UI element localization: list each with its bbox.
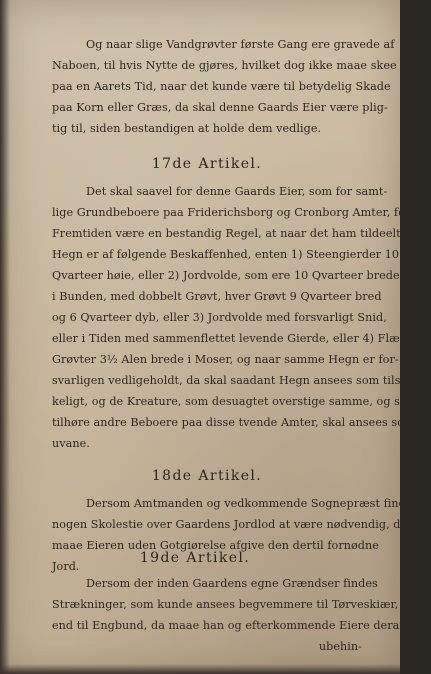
text-line: keligt, og de Kreature, som desuagtet overstige samme, og som	[52, 395, 418, 408]
text-line: end til Engbund, da maae han og efterkommende Eiere deraf	[52, 619, 404, 632]
text-line: eller i Tiden med sammenflettet levende Gierde, eller 4) Flæk-	[52, 332, 411, 345]
text-line: Hegn er af følgende Beskaffenhed, enten 1) Steengierder 10	[52, 248, 400, 261]
text-line: Jord.	[52, 560, 80, 573]
text-line: Dersom der inden Gaardens egne Grændser findes	[86, 577, 378, 590]
article-heading-19: 19de Artikel.	[139, 550, 251, 566]
page-left-shadow	[0, 0, 10, 674]
text-line: Fremtiden være en bestandig Regel, at naar det ham tildeelte	[52, 227, 408, 240]
text-line: lige Grundbeboere paa Friderichsborg og Cronborg Amter, for	[52, 206, 411, 219]
text-line: uvane.	[52, 437, 90, 450]
text-line: Dersom Amtmanden og vedkommende Sognepræst finder	[86, 497, 418, 510]
text-line: Det skal saavel for denne Gaards Eier, som for samt-	[86, 185, 388, 198]
text-line: maae Eieren uden Gotgiørelse afgive den dertil fornødne	[52, 539, 379, 552]
text-line: paa Korn eller Græs, da skal denne Gaards Eier være plig-	[52, 101, 388, 114]
article-heading-17: 17de Artikel.	[151, 156, 263, 172]
page-bottom-shadow	[0, 664, 400, 674]
text-line: Og naar slige Vandgrøvter første Gang ere gravede af	[86, 38, 395, 51]
text-line: paa en Aarets Tid, naar det kunde være til betydelig Skade	[52, 80, 391, 93]
catchword: ubehin-	[318, 640, 362, 653]
text-line: Qvarteer høie, eller 2) Jordvolde, som ere 10 Qvarteer brede	[52, 269, 400, 282]
text-line: og 6 Qvarteer dyb, eller 3) Jordvolde med forsvarligt Snid,	[52, 311, 387, 324]
text-line: Strækninger, som kunde ansees begvemmere til Tørveskiær,	[52, 598, 399, 611]
text-line: svarligen vedligeholdt, da skal saadant Hegn ansees som tilstræk-	[52, 374, 431, 387]
text-line: tig til, siden bestandigen at holde dem vedlige.	[52, 122, 322, 135]
text-line: tilhøre andre Beboere paa disse tvende Amter, skal ansees som	[52, 416, 415, 429]
text-line: Grøvter 3½ Alen brede i Moser, og naar samme Hegn er for-	[52, 353, 399, 366]
text-line: i Bunden, med dobbelt Grøvt, hver Grøvt 9 Qvarteer bred	[52, 290, 382, 303]
article-heading-18: 18de Artikel.	[151, 468, 263, 484]
text-line: Naboen, til hvis Nytte de gjøres, hvilket dog ikke maae skee	[52, 59, 397, 72]
text-line: nogen Skolestie over Gaardens Jordlod at være nødvendig, da	[52, 518, 408, 531]
